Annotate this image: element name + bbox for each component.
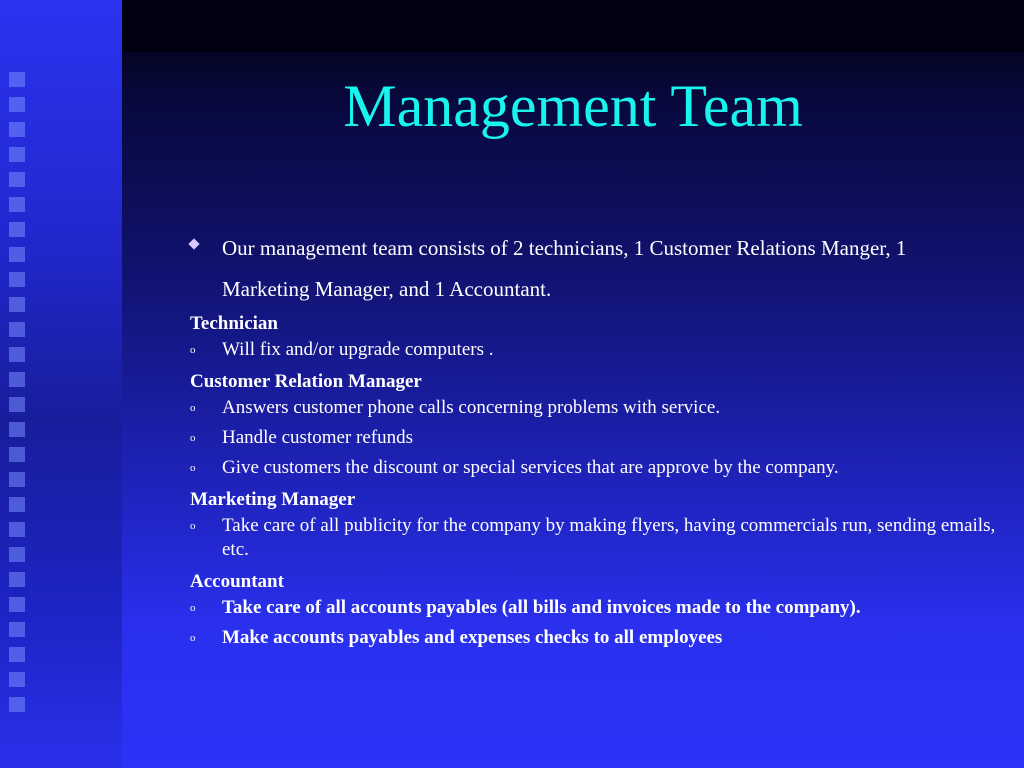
list-item-text: Answers customer phone calls concerning problems with service. — [222, 397, 721, 418]
diamond-icon — [188, 238, 199, 249]
list-item — [190, 396, 1000, 420]
list-item — [190, 514, 1000, 562]
decorative-square — [9, 572, 25, 587]
decorative-square — [9, 297, 25, 312]
decorative-square-column — [9, 72, 25, 722]
decorative-square — [9, 547, 25, 562]
circle-o-icon: o — [190, 402, 196, 414]
slide-title: Management Team — [343, 73, 803, 139]
list-item — [190, 626, 1000, 650]
list-item — [190, 596, 1000, 620]
list-item-text: Handle customer refunds — [222, 427, 413, 448]
decorative-square — [9, 97, 25, 112]
circle-o-icon: o — [190, 520, 196, 532]
list-item-text: Take care of all publicity for the company by making flyers, having commercials run, sending emails, etc. — [222, 515, 996, 560]
decorative-square — [9, 672, 25, 687]
decorative-square — [9, 447, 25, 462]
decorative-square — [9, 272, 25, 287]
circle-o-icon: o — [190, 602, 196, 614]
decorative-square — [9, 247, 25, 262]
decorative-square — [9, 422, 25, 437]
list-item — [190, 426, 1000, 450]
decorative-top-band — [122, 0, 1024, 52]
decorative-square — [9, 647, 25, 662]
role-heading-marketing-manager: Marketing Manager — [190, 489, 356, 510]
decorative-square — [9, 347, 25, 362]
decorative-square — [9, 322, 25, 337]
decorative-square — [9, 172, 25, 187]
role-heading-customer-relation-manager: Customer Relation Manager — [190, 371, 422, 392]
decorative-square — [9, 597, 25, 612]
decorative-square — [9, 397, 25, 412]
circle-o-icon: o — [190, 344, 196, 356]
decorative-square — [9, 697, 25, 712]
decorative-square — [9, 122, 25, 137]
decorative-square — [9, 497, 25, 512]
role-heading-accountant: Accountant — [190, 571, 284, 592]
circle-o-icon: o — [190, 462, 196, 474]
list-item-text: Take care of all accounts payables (all bills and invoices made to the company). — [222, 597, 861, 618]
decorative-square — [9, 472, 25, 487]
list-item — [190, 338, 1000, 362]
list-item — [190, 456, 1000, 480]
decorative-square — [9, 72, 25, 87]
decorative-square — [9, 622, 25, 637]
role-list — [190, 308, 1000, 656]
role-heading-technician: Technician — [190, 313, 278, 334]
intro-paragraph: Our management team consists of 2 technicians, 1 Customer Relations Manger, 1 Marketing Manager, and 1 Accountant. — [222, 236, 907, 301]
decorative-square — [9, 197, 25, 212]
decorative-square — [9, 372, 25, 387]
decorative-left-band — [0, 0, 122, 768]
list-item-text: Give customers the discount or special services that are approve by the company. — [222, 457, 839, 478]
decorative-square — [9, 147, 25, 162]
circle-o-icon: o — [190, 632, 196, 644]
list-item-text: Make accounts payables and expenses checks to all employees — [222, 627, 723, 648]
circle-o-icon: o — [190, 432, 196, 444]
list-item-text: Will fix and/or upgrade computers . — [222, 339, 494, 360]
decorative-square — [9, 522, 25, 537]
decorative-square — [9, 222, 25, 237]
